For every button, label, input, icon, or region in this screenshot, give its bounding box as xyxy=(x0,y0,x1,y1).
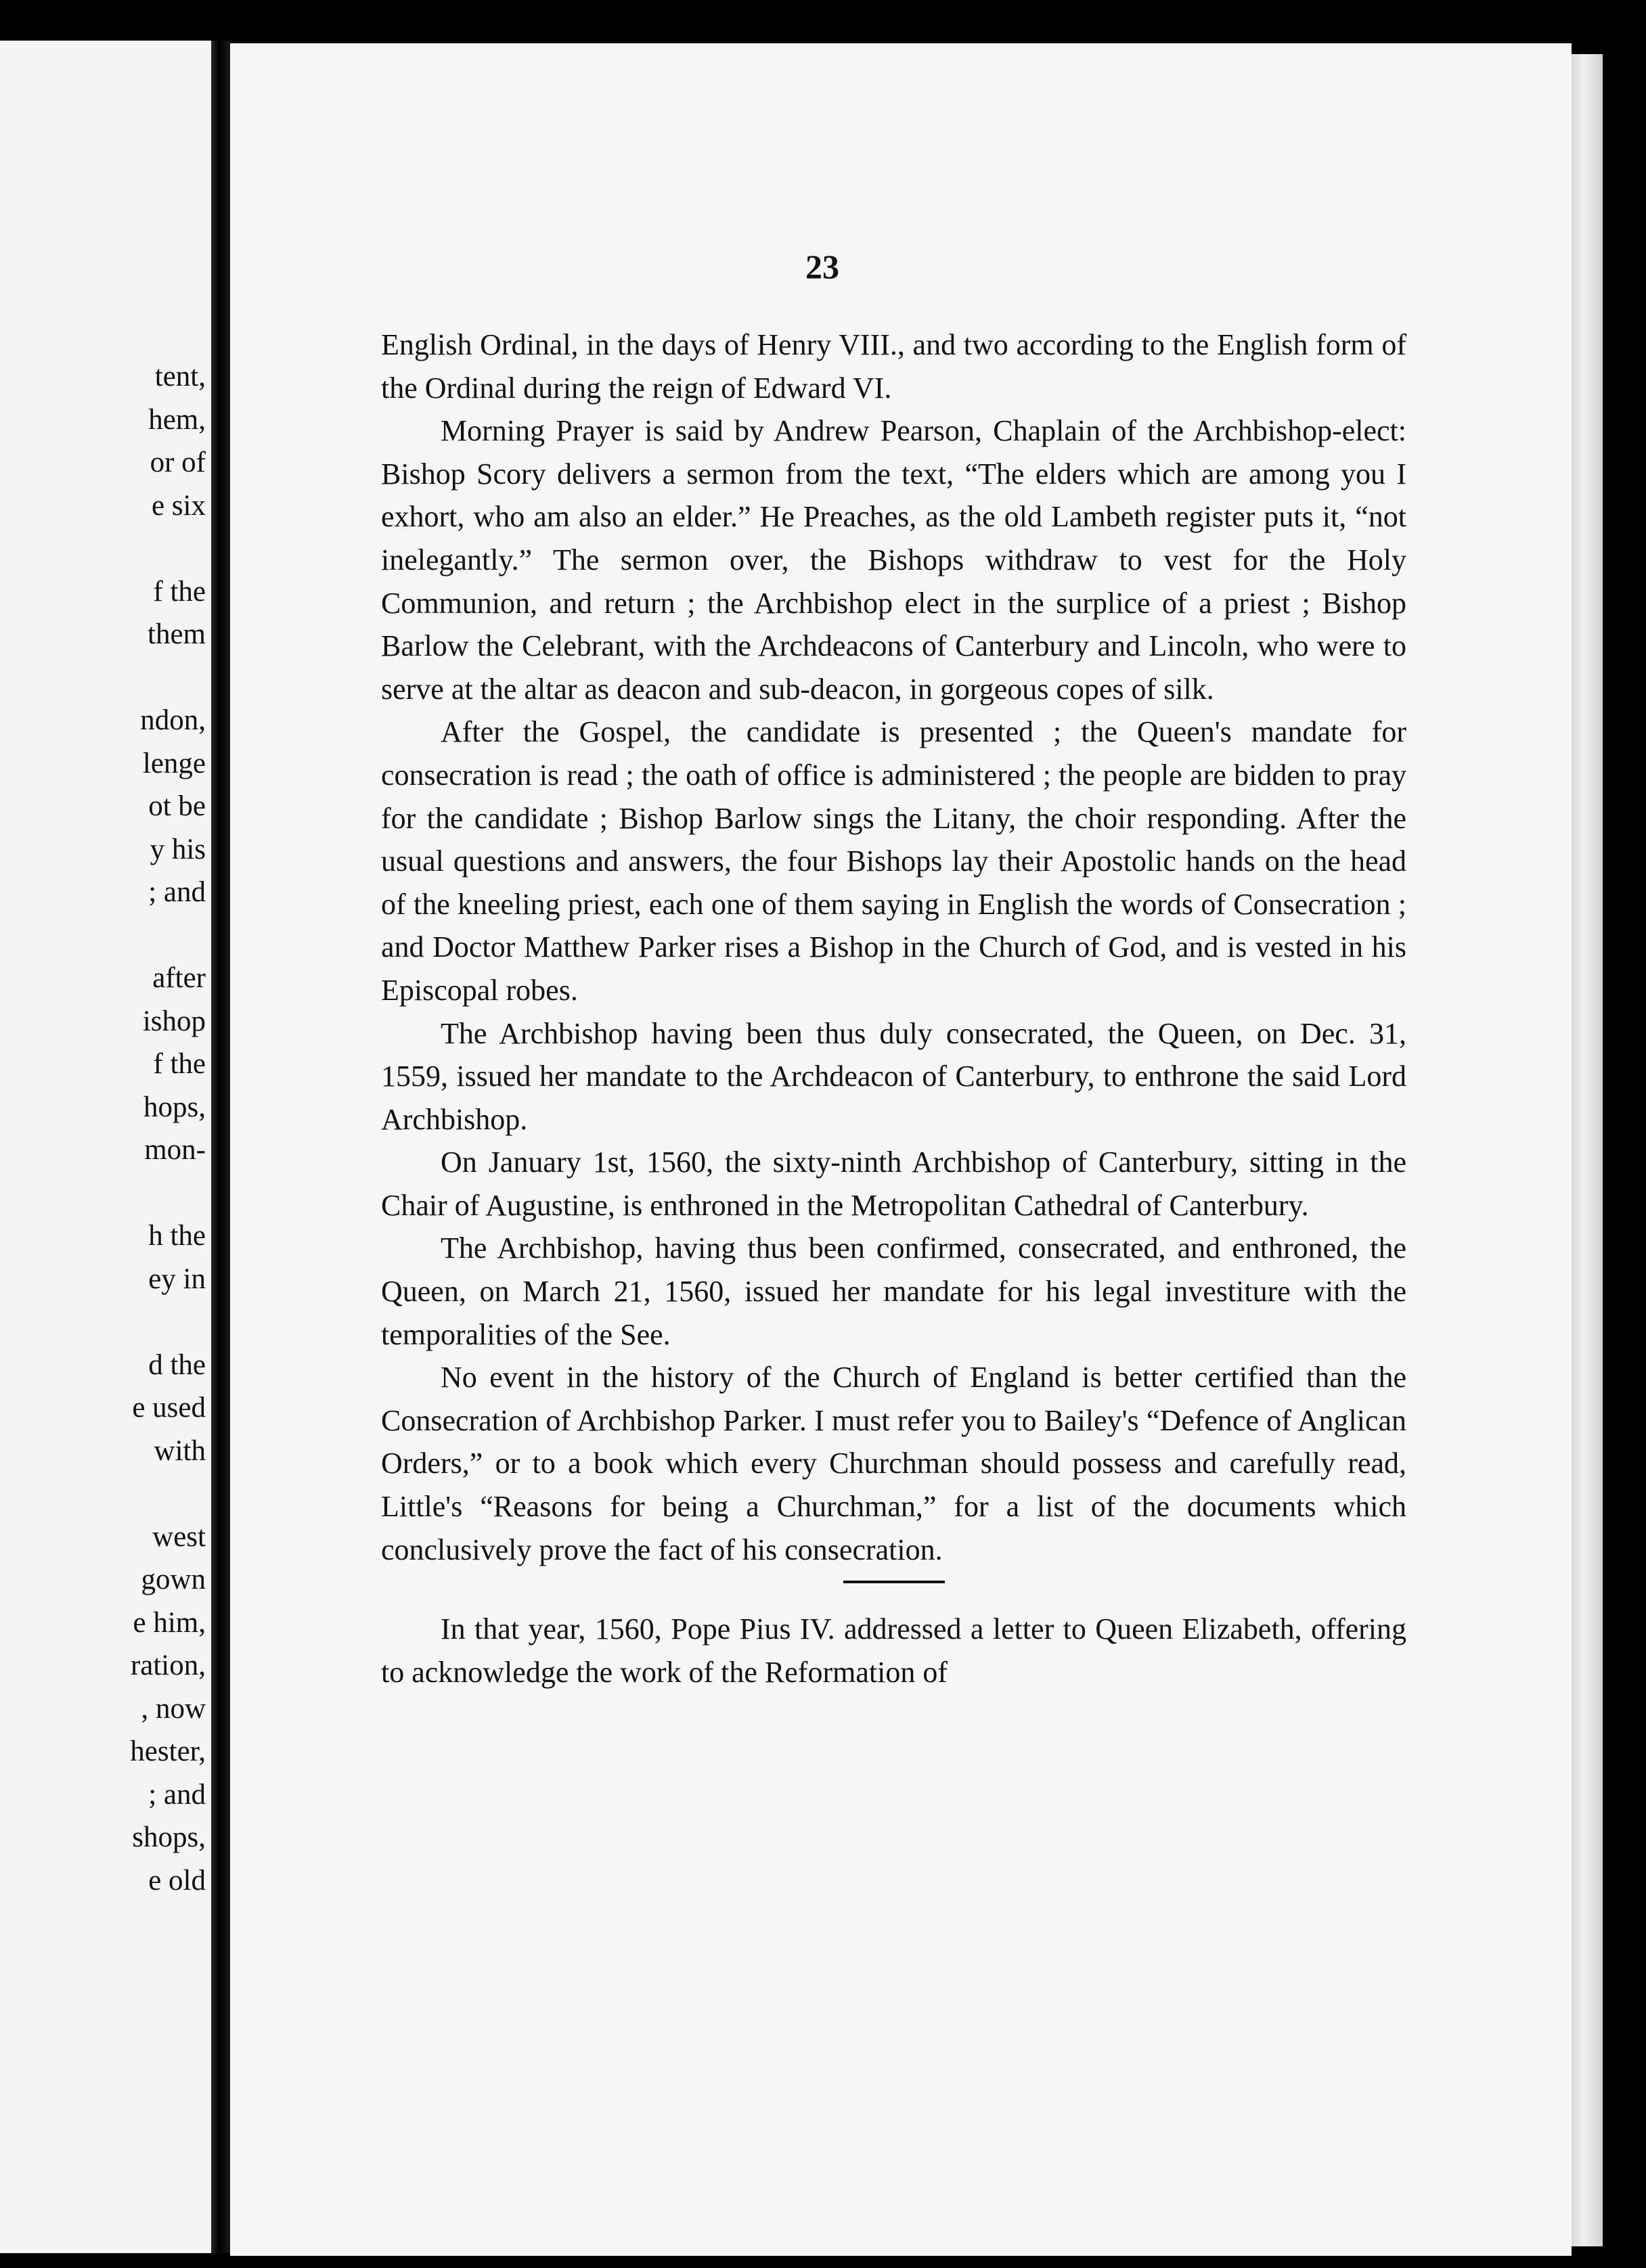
left-page-line xyxy=(3,914,206,957)
section-divider xyxy=(843,1581,945,1583)
paragraph: The Archbishop having been thus duly consecrated, the Queen, on Dec. 31, 1559, issued her mandate to the Archdeacon of Canterbury, to enthrone the said Lord Archbishop. xyxy=(381,1016,1406,1136)
paragraph: Morning Prayer is said by Andrew Pearson, Chaplain of the Archbishop-elect: Bishop Scory delivers a sermon from the text, “The elders which are among you I exhort, who am also an elder.” He Preaches, as the old Lambeth register puts it, “not inelegantly.” The sermon over, the Bishops withdraw to vest for the Holy Communion, and return ; the Archbishop elect in the surplice of a priest ; Bishop Barlow the Celebrant, with the Archdeacons of Canterbury and Lincoln, who were to serve at the altar as deacon and sub-deacon, in gorgeous copes of silk. xyxy=(381,414,1406,706)
left-page-line xyxy=(3,527,206,570)
left-page-line: e him, xyxy=(133,1606,206,1639)
page-body xyxy=(381,323,1406,1694)
left-page-line xyxy=(3,1300,206,1344)
left-page-text-fragments xyxy=(3,355,206,1902)
left-page-line: ; and xyxy=(148,1778,206,1811)
left-page-line: e used xyxy=(132,1392,206,1424)
left-page-line xyxy=(3,656,206,700)
paragraph: On January 1st, 1560, the sixty-ninth Archbishop of Canterbury, sitting in the Chair of Augustine, is enthroned in the Metropolitan Cathedral of Canterbury. xyxy=(381,1146,1406,1222)
left-page-line: mon- xyxy=(144,1134,206,1166)
book-gutter xyxy=(211,41,230,2253)
left-page-line: e six xyxy=(151,489,206,522)
left-page-line xyxy=(3,1472,206,1516)
paragraph: In that year, 1560, Pope Pius IV. addressed a letter to Queen Elizabeth, offering to acknowledge the work of the Reformation of xyxy=(381,1612,1406,1689)
left-page-line: e old xyxy=(148,1864,206,1897)
left-page-line: hem, xyxy=(148,403,206,436)
left-page-line: after xyxy=(152,962,206,994)
left-page-line: ishop xyxy=(142,1005,206,1037)
left-page-line: f the xyxy=(153,575,206,608)
left-page-line: lenge xyxy=(142,747,206,779)
paragraph: After the Gospel, the candidate is presented ; the Queen's mandate for consecration is read ; the oath of office is administered ; the people are bidden to pray for the candidate ; Bishop Barlow sings the Litany, the choir responding. After the usual questions and answers, the four Bishops lay their Apostolic hands on the head of the kneeling priest, each one of them saying in English the words of Consecration ; and Doctor Matthew Parker rises a Bishop in the Church of God, and is vested in his Episcopal robes. xyxy=(381,715,1406,1007)
left-page-line: y his xyxy=(150,833,206,865)
paragraph: No event in the history of the Church of England is better certified than the Consecration of Archbishop Parker. I must refer you to Bailey's “Defence of Anglican Orders,” or to a book which every Churchman should possess and carefully read, Little's “Reasons for being a Churchman,” for a list of the documents which conclusively prove the fact of his consecration. xyxy=(381,1361,1406,1566)
left-page-line: ration, xyxy=(130,1650,206,1681)
left-page-line: f the xyxy=(153,1048,206,1080)
left-page-line: , now xyxy=(141,1692,206,1725)
page-edge xyxy=(1572,54,1603,2246)
left-page-line: or of xyxy=(150,447,206,478)
paragraph: The Archbishop, having thus been confirmed, consecrated, and enthroned, the Queen, on March 21, 1560, issued her mandate for his legal investiture with the temporalities of the See. xyxy=(381,1231,1406,1351)
left-page-line: ey in xyxy=(148,1263,206,1295)
left-page-line: ; and xyxy=(148,876,206,908)
left-page-line: hester, xyxy=(130,1736,206,1767)
left-page-line: hops, xyxy=(143,1091,206,1123)
left-page-line: tent, xyxy=(154,361,206,392)
page-number: 23 xyxy=(805,248,839,286)
left-page-line xyxy=(3,1172,206,1215)
left-facing-page xyxy=(0,41,211,2253)
paragraph: English Ordinal, in the days of Henry VIII., and two according to the English form of the Ordinal during the reign of Edward VI. xyxy=(381,328,1406,405)
left-page-line: gown xyxy=(141,1564,206,1595)
left-page-line: them xyxy=(148,618,206,650)
left-page-line: with xyxy=(154,1434,206,1467)
left-page-line: west xyxy=(152,1520,206,1553)
left-page-line: ndon, xyxy=(140,704,206,736)
left-page-line: h the xyxy=(148,1220,206,1252)
left-page-line: d the xyxy=(148,1348,206,1381)
left-page-line: shops, xyxy=(132,1821,206,1853)
left-page-line: ot be xyxy=(148,790,206,822)
